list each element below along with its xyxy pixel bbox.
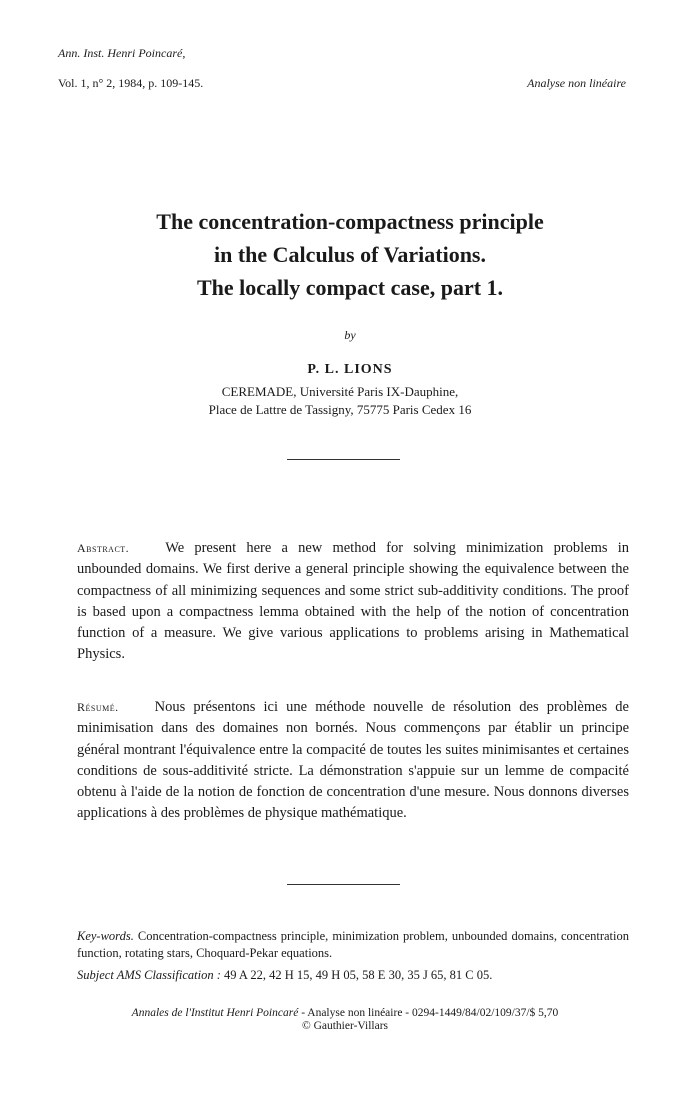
resume-text: Nous présentons ici une méthode nouvelle de résolution des problèmes de minimisation dans des domaines non bornés. Nous commençons par établir un principe général montrant l'équivalence entre la compacité de toutes les suites minimisantes et certaines conditions de sous-additivité stricte. La démonstration s'appuie sur un lemme de compacité obtenu à l'aide de la notion de fonction de concentration d'une mesure. Nous donnons diverses applications à des problèmes de physique mathématique. — [77, 699, 629, 822]
separator-rule — [287, 884, 400, 885]
footer-citation — [0, 1007, 690, 1019]
affiliation-line-2: Place de Lattre de Tassigny, 75775 Paris Cedex 16 — [208, 402, 472, 417]
section-name: Analyse non linéaire — [527, 76, 626, 90]
resume — [77, 697, 629, 825]
resume-label: Résumé. — [77, 700, 119, 714]
keywords — [77, 928, 629, 962]
affiliation-line-1: CEREMADE, Université Paris IX-Dauphine, — [221, 384, 459, 399]
keywords-label: Key-words. — [77, 929, 134, 943]
journal-name: Ann. Inst. Henri Poincaré, — [58, 46, 186, 60]
footer-journal: Annales de l'Institut Henri Poincaré — [131, 1007, 299, 1019]
volume-info: Vol. 1, n° 2, 1984, p. 109-145. — [58, 76, 204, 90]
subject-label: Subject AMS Classification : — [77, 968, 221, 982]
keywords-text: Concentration-compactness principle, minimization problem, unbounded domains, concentration function, rotating stars, Choquard-Pekar equations. — [77, 929, 630, 960]
title-line-2: in the Calculus of Variations. — [214, 242, 486, 267]
abstract — [77, 538, 629, 666]
abstract-text: We present here a new method for solving minimization problems in unbounded domains. We first derive a general principle showing the equivalence between the compactness of all minimizing sequences and some strict sub-additivity conditions. The proof is based upon a compactness lemma obtained with the help of the notion of concentration function of a measure. We give various applications to problems arising in Mathematical Physics. — [77, 540, 629, 663]
footer-citation-text: - Analyse non linéaire - 0294-1449/84/02/109/37/$ 5,70 — [298, 1007, 559, 1019]
subject-text: 49 A 22, 42 H 15, 49 H 05, 58 E 30, 35 J 65, 81 C 05. — [223, 968, 493, 982]
separator-rule — [287, 459, 400, 460]
author-name: P. L. LIONS — [307, 362, 393, 377]
paper-title — [0, 205, 700, 304]
title-line-3: The locally compact case, part 1. — [196, 275, 504, 300]
byline: by — [344, 328, 356, 342]
title-line-1: The concentration-compactness principle — [156, 209, 544, 234]
abstract-label: Abstract. — [77, 541, 130, 555]
footer-copyright: © Gauthier-Villars — [301, 1020, 389, 1032]
subject-classification — [77, 968, 629, 983]
